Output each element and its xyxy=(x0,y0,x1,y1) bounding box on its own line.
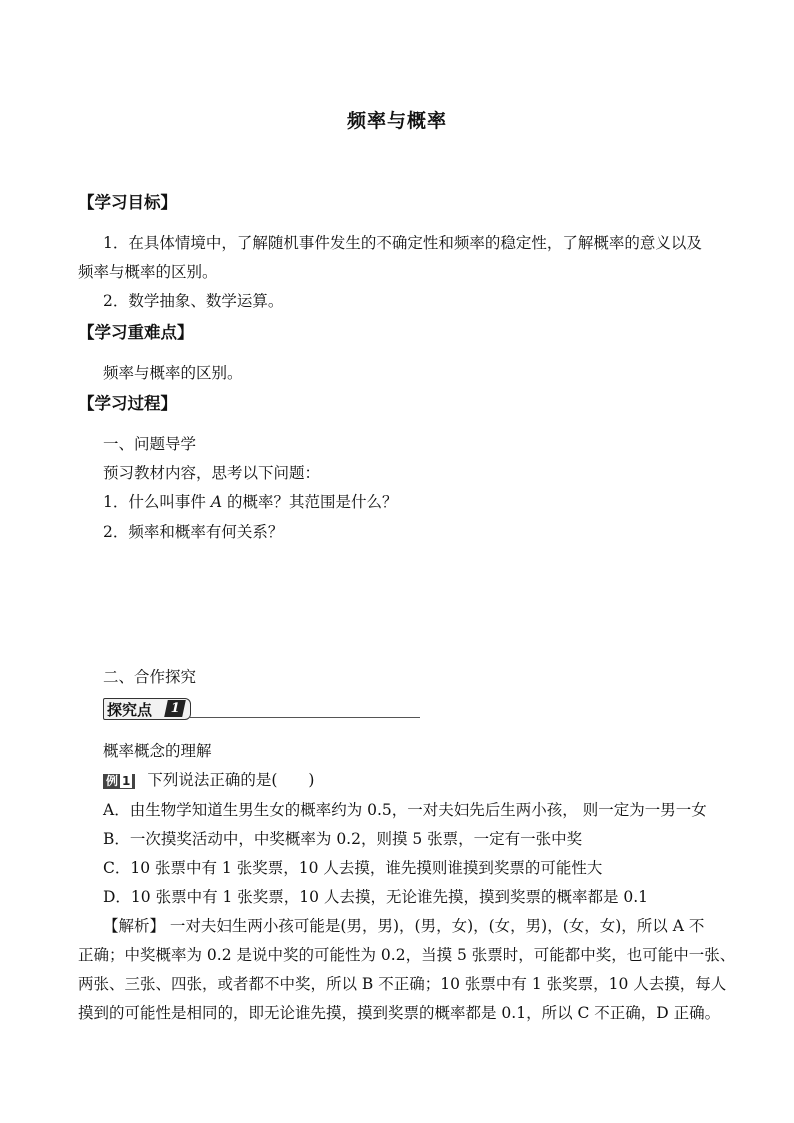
option-d: D．10 张票中有 1 张奖票，10 人去摸，无论谁先摸，摸到奖票的概率都是 0.1 xyxy=(103,888,649,906)
question-1 xyxy=(103,492,397,512)
analysis-line-3: 两张、三张、四张，或者都不中奖，所以 B 不正确；10 张票中有 1 张奖票，10 人去摸，每人 xyxy=(78,975,727,993)
question-2: 2．频率和概率有何关系？ xyxy=(103,523,284,541)
analysis-line-1: 【解析】 一对夫妇生两小孩可能是(男，男)，(男，女)，(女，男)，(女，女)，所以 A 不 xyxy=(103,917,705,935)
section2-title: 二、合作探究 xyxy=(103,668,197,686)
explore-point-tag xyxy=(103,698,193,720)
question-1-prefix: 1．什么叫事件 xyxy=(103,493,206,511)
key-points-heading: 【学习重难点】 xyxy=(78,323,194,342)
example-badge-number: 1 xyxy=(122,774,131,788)
explore-tag-label: 探究点 xyxy=(107,701,153,719)
process-heading: 【学习过程】 xyxy=(78,394,177,413)
goals-item2: 2．数学抽象、数学运算。 xyxy=(103,292,284,310)
process-intro: 预习教材内容，思考以下问题： xyxy=(103,464,321,482)
explore-tag-number: 1 xyxy=(164,700,186,717)
goals-item1-line2: 频率与概率的区别。 xyxy=(78,263,218,281)
analysis-line-2: 正确；中奖概率为 0.2 是说中奖的可能性为 0.2，当摸 5 张票时，可能都中奖，也可能中一张、 xyxy=(78,946,736,964)
example-question-text: 下列说法正确的是( ) xyxy=(147,771,315,789)
key-points-text: 频率与概率的区别。 xyxy=(103,364,243,382)
event-variable: A xyxy=(210,493,223,511)
option-a: A．由生物学知道生男生女的概率约为 0.5，一对夫妇先后生两小孩， 则一定为一男一女 xyxy=(103,801,707,819)
option-b: B．一次摸奖活动中，中奖概率为 0.2，则摸 5 张票，一定有一张中奖 xyxy=(103,830,583,848)
example-badge-label: 例 xyxy=(106,774,119,788)
explore-topic: 概率概念的理解 xyxy=(103,742,212,760)
explore-tag-rule xyxy=(190,717,420,718)
option-c: C．10 张票中有 1 张奖票，10 人去摸，谁先摸则谁摸到奖票的可能性大 xyxy=(103,859,603,877)
page-title: 频率与概率 xyxy=(346,110,447,132)
goals-item1-line1: 1．在具体情境中，了解随机事件发生的不确定性和频率的稳定性，了解概率的意义以及 xyxy=(103,234,702,252)
section1-title: 一、问题导学 xyxy=(103,435,197,453)
question-1-suffix: 的概率？其范围是什么？ xyxy=(226,493,398,511)
analysis-line-4: 摸到的可能性是相同的，即无论谁先摸，摸到奖票的概率都是 0.1，所以 C 不正确，D 正确。 xyxy=(78,1004,721,1022)
example-1-question xyxy=(103,770,314,790)
example-badge xyxy=(103,774,135,789)
goals-heading: 【学习目标】 xyxy=(78,193,177,212)
